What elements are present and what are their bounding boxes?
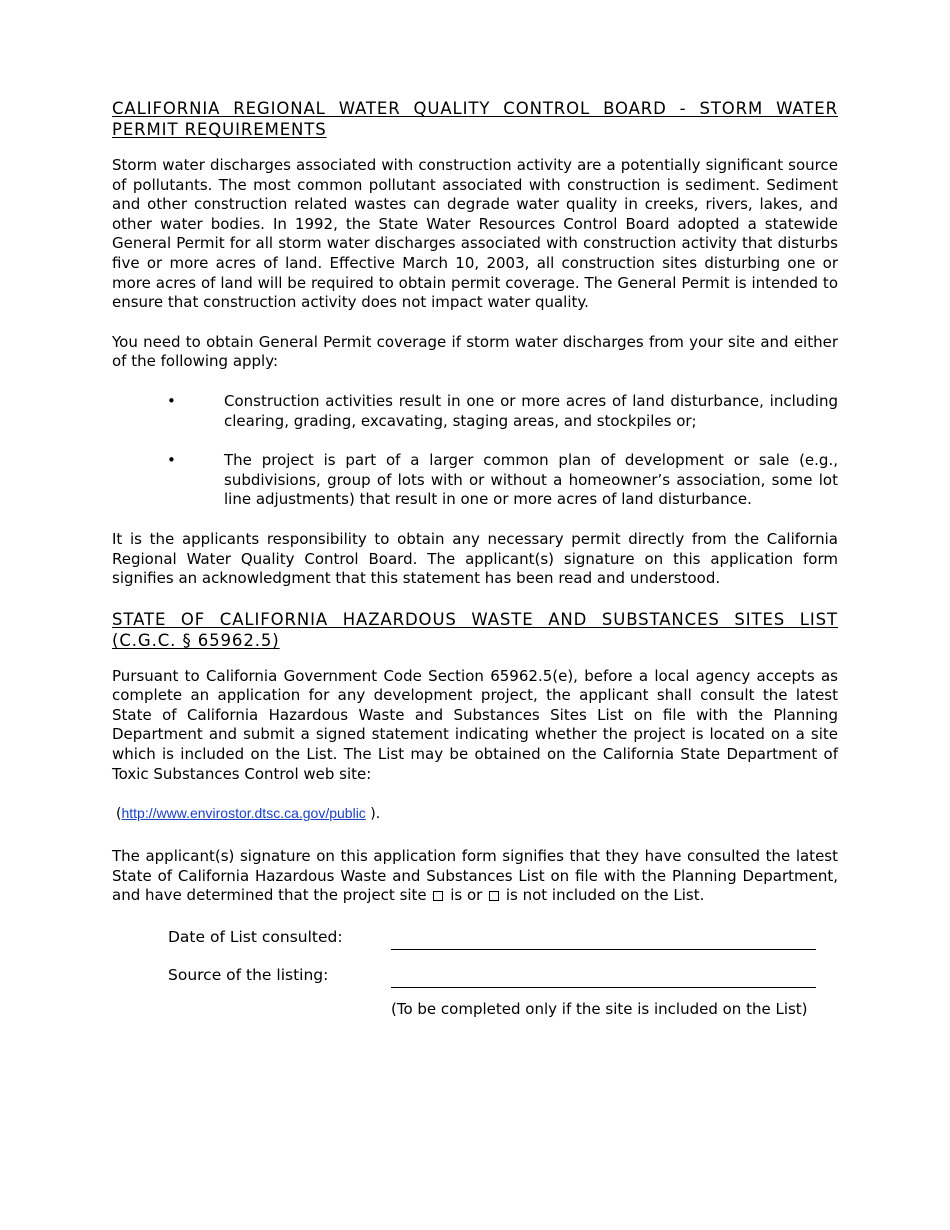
applicant-responsibility-paragraph: It is the applicants responsibility to obtain any necessary permit directly from the California Regional Water Quality Control Board. The applicant(s) signature on this application form signifies an acknowledgment that this statement has been read and understood.	[112, 529, 838, 588]
date-consulted-label: Date of List consulted:	[168, 928, 343, 947]
list-item	[112, 392, 838, 431]
hazardous-waste-heading: STATE OF CALIFORNIA HAZARDOUS WASTE AND SUBSTANCES SITES LIST (C.G.C. § 65962.5)	[112, 609, 838, 650]
envirostor-link[interactable]: http://www.envirostor.dtsc.ca.gov/public	[121, 805, 366, 822]
link-open-paren: (	[116, 806, 122, 823]
source-listing-field[interactable]	[391, 987, 816, 988]
is-label: is or	[445, 886, 488, 905]
field-note-row	[112, 1000, 838, 1024]
bullet-icon: •	[167, 451, 176, 470]
storm-water-heading: CALIFORNIA REGIONAL WATER QUALITY CONTROL BOARD - STORM WATER PERMIT REQUIREMENTS	[112, 99, 838, 139]
permit-coverage-paragraph: You need to obtain General Permit coverage if storm water discharges from your site and either of the following apply:	[112, 332, 838, 371]
date-consulted-field[interactable]	[391, 949, 816, 950]
source-listing-row	[112, 962, 838, 1000]
bullet-icon: •	[167, 391, 176, 410]
is-not-label: is not included on the List.	[501, 886, 705, 905]
date-consulted-row	[112, 924, 838, 962]
site-is-checkbox[interactable]	[433, 891, 443, 901]
list-item-text: The project is part of a larger common plan of development or sale (e.g., subdivisions, group of lots with or without a homeowner’s association, some lot line adjustments) that result in one or more acres of land disturbance.	[224, 451, 838, 509]
permit-conditions-list	[112, 392, 838, 510]
completion-note: (To be completed only if the site is included on the List)	[391, 1000, 808, 1019]
list-item	[112, 451, 838, 510]
storm-water-intro-paragraph: Storm water discharges associated with construction activity are a potentially significant source of pollutants. The most common pollutant associated with construction is sediment. Sediment and other construction related wastes can degrade water quality in creeks, rivers, lakes, and other water bodies. In 1992, the State Water Resources Control Board adopted a statewide General Permit for all storm water discharges associated with construction activity that disturbs five or more acres of land. Effective March 10, 2003, all construction sites disturbing one or more acres of land will be required to obtain permit coverage. The General Permit is intended to ensure that construction activity does not impact water quality.	[112, 156, 838, 312]
link-close-paren: ).	[365, 806, 381, 823]
government-code-paragraph: Pursuant to California Government Code Section 65962.5(e), before a local agency accepts as complete an application for any development project, the applicant shall consult the latest State of California Hazardous Waste and Substances Sites List on file with the Planning Department and submit a signed statement indicating whether the project is located on a site which is included on the List. The List may be obtained on the California State Department of Toxic Substances Control web site:	[112, 666, 838, 783]
source-listing-label: Source of the listing:	[168, 966, 329, 985]
list-item-text: Construction activities result in one or more acres of land disturbance, including clearing, grading, excavating, staging areas, and stockpiles or;	[224, 391, 838, 430]
site-determination-paragraph	[112, 847, 838, 906]
envirostor-link-line	[116, 804, 838, 823]
document-page	[112, 98, 838, 1024]
determination-text: The applicant(s) signature on this application form signifies that they have consulted the latest State of California Hazardous Waste and Substances List on file with the Planning Department, and have determined that the project site	[112, 847, 838, 905]
site-is-not-checkbox[interactable]	[489, 891, 499, 901]
